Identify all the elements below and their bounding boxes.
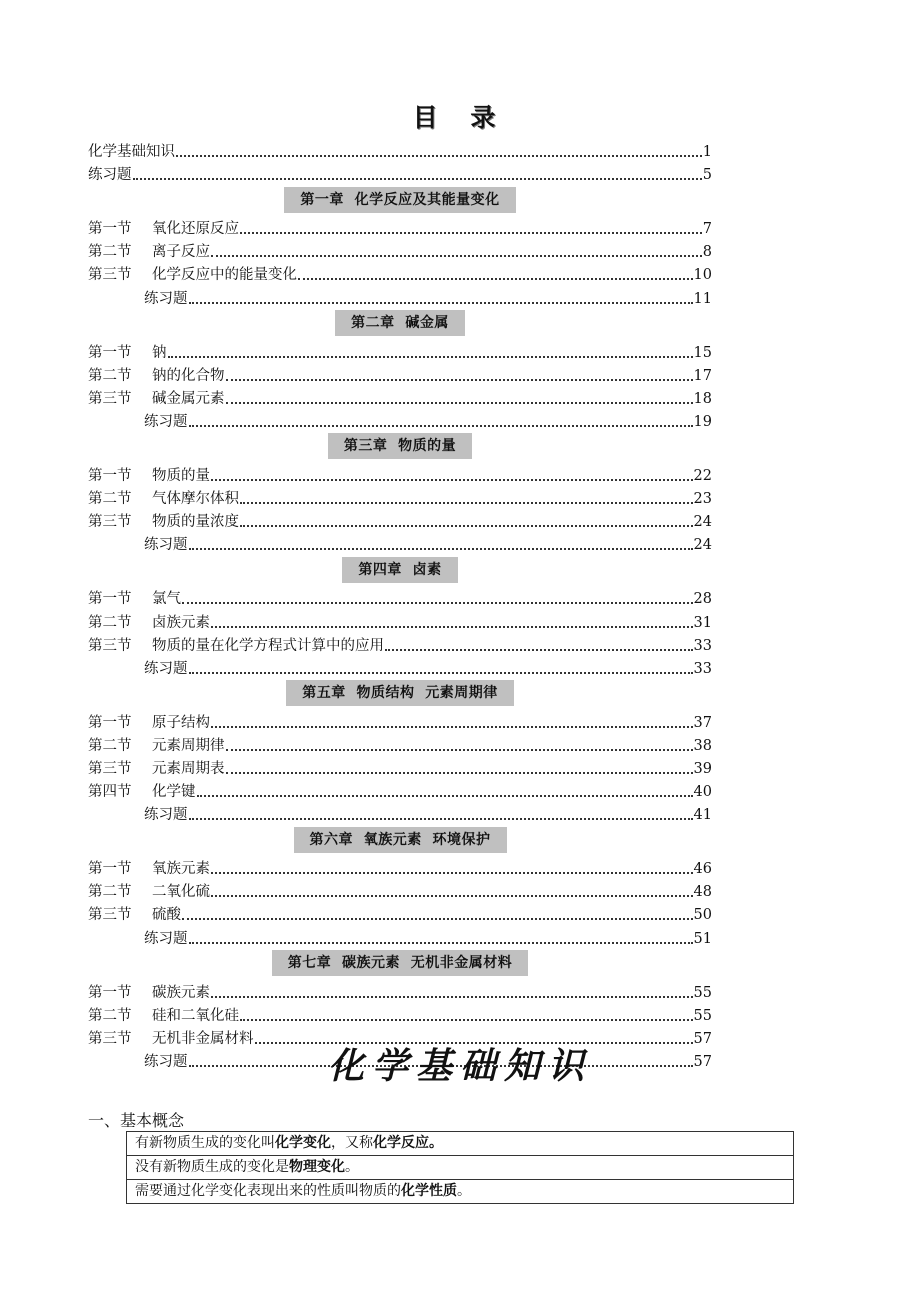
chapter-heading[interactable]: 第六章 氧族元素 环境保护 [294,827,507,853]
toc-entry-label [88,661,188,678]
toc-page-number: 55 [693,1007,712,1024]
chapter-heading-row [88,308,712,339]
toc-entry-label [88,345,167,362]
toc-page-number: 41 [693,807,712,824]
toc-section-number: 第一节 [88,714,132,731]
toc-entry-text: 氯气 [152,591,181,608]
toc-entry-label [88,1008,239,1025]
toc-entry-text: 原子结构 [152,714,210,731]
key-term: 化学反应。 [373,1135,443,1151]
chapter-heading-row [88,554,712,585]
toc-section-number: 第三节 [88,514,132,531]
toc-section-number: 第二节 [88,1007,132,1024]
toc-page-number: 46 [693,861,712,878]
toc-entry-label [88,144,175,161]
toc-entry-label [88,167,132,184]
toc-entry[interactable] [88,732,712,755]
toc-entry-text: 练习题 [144,807,188,824]
toc-entry-text: 物质的量在化学方程式计算中的应用 [152,637,384,654]
toc-page-number: 11 [693,290,712,307]
toc-title: 目 录 [412,103,508,132]
dot-leader [168,355,693,358]
definition-text: 。 [345,1159,359,1175]
toc-section-number: 第二节 [88,614,132,631]
toc-page-number: 15 [693,344,712,361]
toc-page-number: 33 [693,637,712,654]
toc-entry[interactable] [88,215,712,238]
toc-entry-text: 练习题 [144,1053,188,1070]
toc-entry-text: 化学反应中的能量变化 [152,267,297,284]
toc-entry[interactable] [88,339,712,362]
toc-section-number: 第三节 [88,760,132,777]
chapter-heading[interactable]: 第二章 碱金属 [335,310,465,336]
toc-entry-text: 无机非金属材料 [152,1030,254,1047]
toc-entry-label [88,291,188,308]
dot-leader [226,748,693,751]
toc-entry[interactable] [88,362,712,385]
toc-entry-label [88,907,181,924]
toc-page-number: 57 [693,1030,712,1047]
toc-entry[interactable] [88,709,712,732]
key-term: 化学变化 [275,1135,331,1151]
toc-entry-text: 化学基础知识 [88,144,175,161]
toc-page-number: 48 [693,884,712,901]
chapter-heading-row [88,184,712,215]
toc-entry-text: 碳族元素 [152,984,210,1001]
dot-leader [211,254,702,257]
toc-entry[interactable] [88,855,712,878]
definition-text: 没有新物质生成的变化是 [135,1159,289,1175]
dot-leader [182,601,693,604]
definition-text: 需要通过化学变化表现出来的性质叫物质的 [135,1183,401,1199]
definition-row [127,1180,794,1204]
toc-page-number: 31 [693,614,712,631]
toc-entry-label [88,414,188,431]
chapter-heading[interactable]: 第一章 化学反应及其能量变化 [284,187,515,213]
toc-entry-text: 钠的化合物 [152,367,225,384]
toc-entry[interactable] [88,755,712,778]
toc-page-number: 39 [693,760,712,777]
toc-entry-label [88,615,210,632]
toc-entry-text: 化学键 [152,784,196,801]
toc-entry-text: 元素周期律 [152,737,225,754]
toc-entry-label [88,514,239,531]
toc-section-number: 第二节 [88,367,132,384]
toc-page-number: 24 [693,514,712,531]
toc-entry[interactable] [88,979,712,1002]
dot-leader [189,424,693,427]
toc-entry-text: 卤族元素 [152,614,210,631]
dot-leader [189,817,693,820]
toc-page-number: 28 [693,591,712,608]
toc-entry-label [88,267,297,284]
toc-entry[interactable] [88,924,712,947]
toc-entry-label [88,861,210,878]
toc-entry[interactable] [88,138,712,161]
chapter-heading[interactable]: 第四章 卤素 [342,557,457,583]
toc-section-number: 第三节 [88,1030,132,1047]
toc-page-number: 24 [693,537,712,554]
toc-section-number: 第一节 [88,861,132,878]
definition-text: 。 [457,1183,471,1199]
toc-section-number: 第二节 [88,737,132,754]
definition-row [127,1132,794,1156]
dot-leader [226,771,693,774]
toc-page-number: 7 [702,221,712,238]
toc-page-number: 1 [702,144,712,161]
toc-entry[interactable] [88,238,712,261]
toc-section-number: 第一节 [88,984,132,1001]
dot-leader [176,154,702,157]
dot-leader [211,478,693,481]
dot-leader [211,871,693,874]
toc-section-number: 第一节 [88,344,132,361]
definition-cell [127,1156,794,1180]
dot-leader [197,794,693,797]
toc-entry-label [88,491,239,508]
dot-leader [189,547,693,550]
section-title: 化学基础知识 [327,1045,592,1087]
toc-section-number: 第二节 [88,884,132,901]
toc-entry[interactable] [88,778,712,801]
toc-entry-text: 物质的量 [152,468,210,485]
toc-entry-label [88,931,188,948]
toc-page-number: 10 [693,267,712,284]
toc-section-number: 第三节 [88,637,132,654]
dot-leader [133,177,702,180]
toc-entry-text: 钠 [152,344,167,361]
definitions-table [126,1131,794,1204]
toc-page-number: 33 [693,660,712,677]
dot-leader [226,401,693,404]
toc-entry-text: 氧化还原反应 [152,221,239,238]
dot-leader [226,378,693,381]
dot-leader [240,1018,693,1021]
toc-entry-text: 硫酸 [152,907,181,924]
toc-entry-text: 练习题 [88,167,132,184]
toc-entry-label [88,391,225,408]
toc-entry-label [88,591,181,608]
toc-entry-label [88,244,210,261]
toc-entry-label [88,784,196,801]
dot-leader [240,231,702,234]
toc-section-number: 第三节 [88,267,132,284]
chapter-heading-row [88,948,712,979]
dot-leader [211,995,693,998]
toc-page-number: 8 [702,244,712,261]
toc-entry-label [88,715,210,732]
dot-leader [189,301,693,304]
definition-row [127,1156,794,1180]
toc-page-number: 55 [693,984,712,1001]
toc-entry-label [88,985,210,1002]
toc-entry[interactable] [88,901,712,924]
definition-text: 有新物质生成的变化叫 [135,1135,275,1151]
toc-page-number: 23 [693,491,712,508]
toc-section-number: 第三节 [88,907,132,924]
toc-entry[interactable] [88,385,712,408]
toc-entry[interactable] [88,284,712,307]
toc-page-number: 51 [693,930,712,947]
chapter-heading[interactable]: 第七章 碳族元素 无机非金属材料 [272,950,529,976]
chapter-heading-row [88,678,712,709]
toc-page-number: 50 [693,907,712,924]
toc-entry-text: 氧族元素 [152,861,210,878]
toc-section-number: 第二节 [88,244,132,261]
toc-entry-text: 二氧化硫 [152,884,210,901]
definition-cell [127,1180,794,1204]
table-of-contents [88,138,712,1071]
toc-page-number: 17 [693,367,712,384]
toc-page-number: 37 [693,714,712,731]
dot-leader [211,625,693,628]
toc-entry-text: 练习题 [144,290,188,307]
toc-entry-label [88,638,384,655]
dot-leader [240,501,693,504]
toc-entry[interactable] [88,655,712,678]
toc-entry-text: 练习题 [144,413,188,430]
chapter-heading-row [88,431,712,462]
key-term: 物理变化 [289,1159,345,1175]
definition-text: ，又称 [331,1135,373,1151]
chapter-heading[interactable]: 第五章 物质结构 元素周期律 [286,680,514,706]
dot-leader [211,725,693,728]
toc-entry-label [88,221,239,238]
chapter-heading-row [88,824,712,855]
toc-entry-text: 硅和二氧化硅 [152,1007,239,1024]
toc-entry[interactable] [88,531,712,554]
toc-entry[interactable] [88,261,712,284]
toc-page-number: 19 [693,413,712,430]
toc-entry-text: 练习题 [144,537,188,554]
dot-leader [240,524,693,527]
toc-page-number: 22 [693,468,712,485]
toc-entry-text: 碱金属元素 [152,390,225,407]
toc-entry-text: 元素周期表 [152,760,225,777]
toc-page-number: 57 [693,1053,712,1070]
toc-entry[interactable] [88,632,712,655]
toc-entry-label [88,761,225,778]
section-heading: 一、基本概念 [88,1111,185,1130]
definition-cell [127,1132,794,1156]
toc-entry-text: 练习题 [144,660,188,677]
toc-entry[interactable] [88,508,712,531]
dot-leader [189,941,693,944]
dot-leader [182,917,693,920]
toc-entry-text: 离子反应 [152,244,210,261]
dot-leader [298,277,693,280]
toc-entry-label [88,537,188,554]
toc-entry[interactable] [88,161,712,184]
toc-entry[interactable] [88,608,712,631]
toc-section-number: 第四节 [88,784,132,801]
toc-entry-text: 物质的量浓度 [152,514,239,531]
toc-section-number: 第一节 [88,591,132,608]
dot-leader [189,671,693,674]
toc-entry[interactable] [88,1002,712,1025]
toc-page-number: 40 [693,784,712,801]
toc-section-number: 第一节 [88,468,132,485]
toc-entry-label [88,807,188,824]
toc-section-number: 第一节 [88,221,132,238]
toc-entry-text: 练习题 [144,930,188,947]
toc-section-number: 第二节 [88,491,132,508]
toc-entry-label [88,368,225,385]
toc-entry-label [88,738,225,755]
toc-entry[interactable] [88,585,712,608]
toc-entry[interactable] [88,878,712,901]
chapter-heading[interactable]: 第三章 物质的量 [328,433,472,459]
toc-entry-text: 气体摩尔体积 [152,491,239,508]
key-term: 化学性质 [401,1183,457,1199]
toc-entry-label [88,468,210,485]
toc-entry[interactable] [88,485,712,508]
toc-section-number: 第三节 [88,390,132,407]
toc-entry[interactable] [88,462,712,485]
toc-entry[interactable] [88,801,712,824]
toc-entry[interactable] [88,408,712,431]
toc-page-number: 38 [693,737,712,754]
toc-page-number: 18 [693,390,712,407]
dot-leader [211,894,693,897]
dot-leader [385,648,693,651]
toc-page-number: 5 [702,167,712,184]
toc-entry-label [88,884,210,901]
